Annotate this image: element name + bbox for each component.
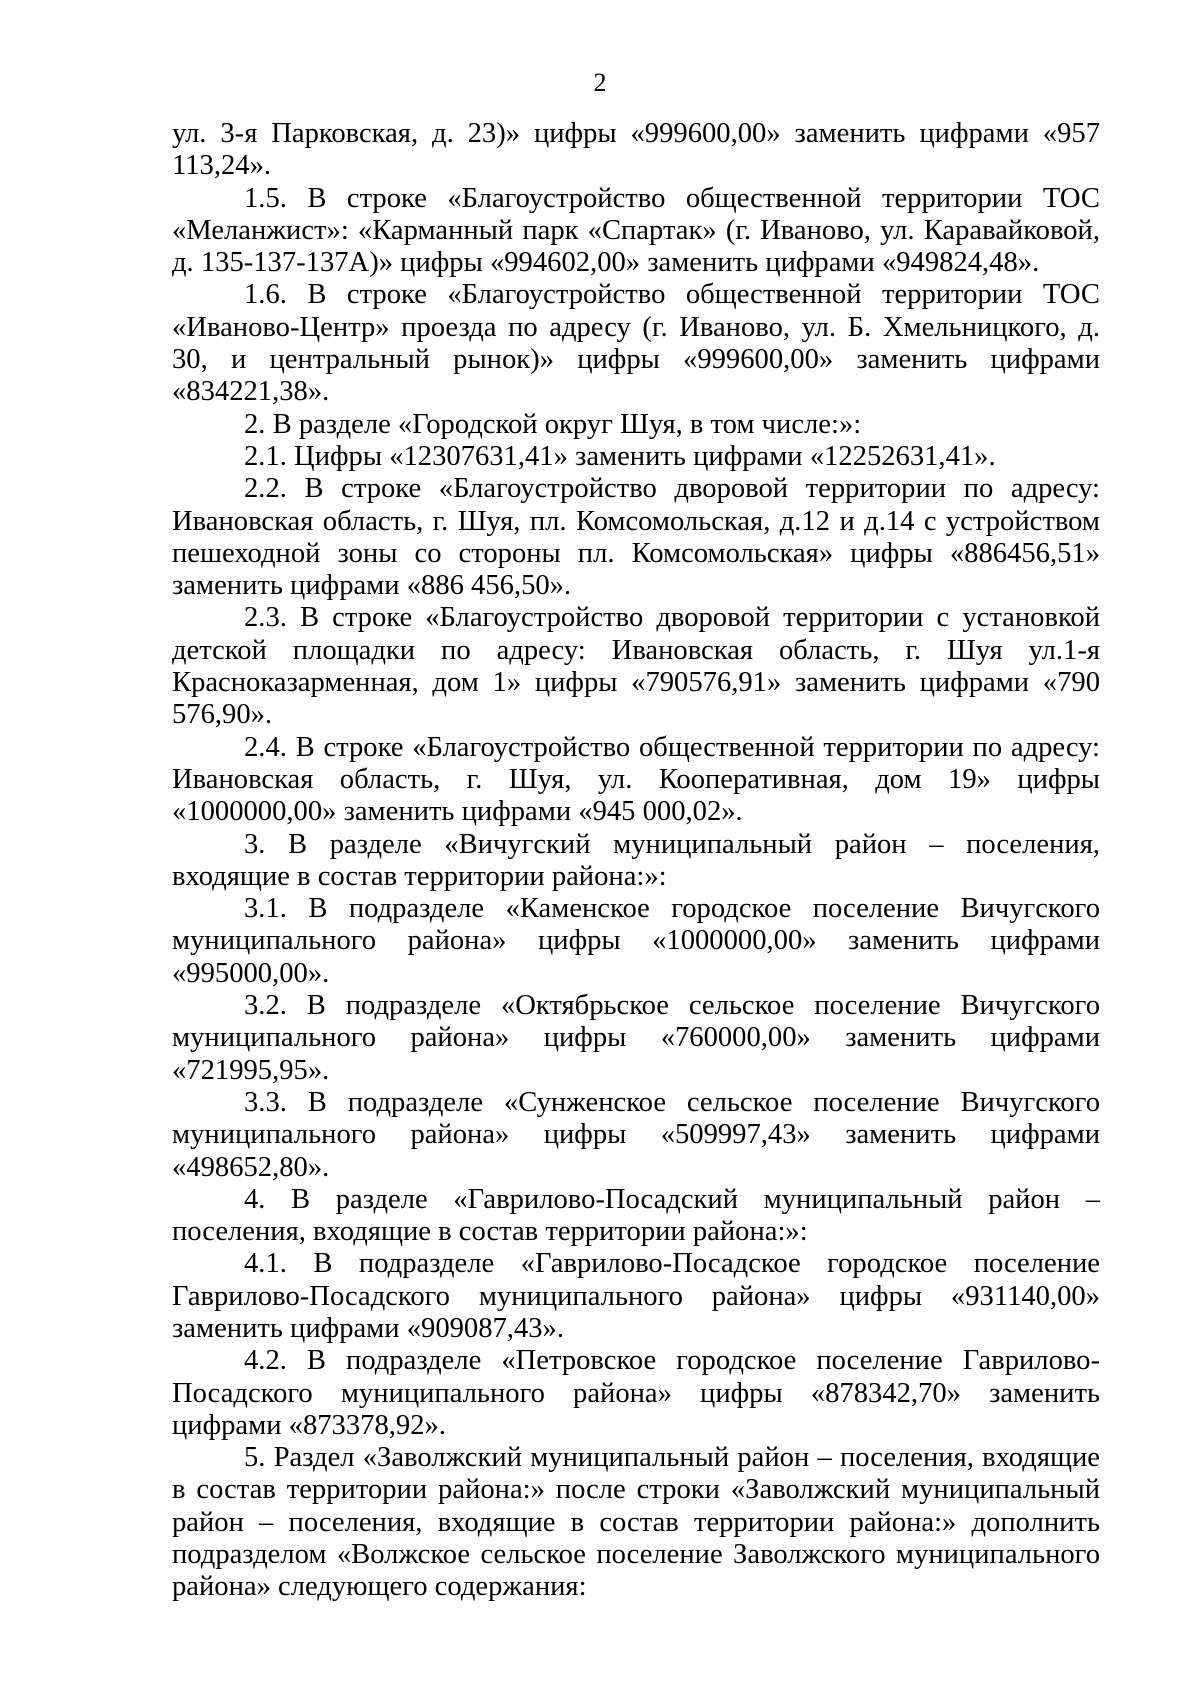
paragraph-3: 3. В разделе «Вичугский муниципальный район – поселения, входящие в состав территории района:»: [172,828,1100,892]
paragraph-3-2: 3.2. В подразделе «Октябрьское сельское поселение Вичугского муниципального района» цифры «760000,00» заменить цифрами «721995,95». [172,990,1100,1086]
page-number: 2 [593,68,607,97]
paragraph-4-2: 4.2. В подразделе «Петровское городское поселение Гаврилово-Посадского муниципального района» цифры «878342,70» заменить цифрами «873378,92». [172,1345,1100,1441]
paragraph-2-4: 2.4. В строке «Благоустройство общественной территории по адресу: Ивановская область, г. Шуя, ул. Кооперативная, дом 19» цифры «1000000,00» заменить цифрами «945 000,02». [172,731,1100,828]
paragraph-3-3: 3.3. В подразделе «Сунженское сельское поселение Вичугского муниципального района» цифры «509997,43» заменить цифрами «498652,80». [172,1086,1100,1183]
paragraph-2: 2. В разделе «Городской округ Шуя, в том числе:»: [244,408,862,440]
paragraph-2-1: 2.1. Цифры «12307631,41» заменить цифрами «12252631,41». [244,440,996,472]
paragraph-4-1: 4.1. В подразделе «Гаврилово-Посадское городское поселение Гаврилово-Посадского муниципального района» цифры «931140,00» заменить цифрами «909087,43». [172,1248,1100,1344]
paragraph-2-2: 2.2. В строке «Благоустройство дворовой территории по адресу: Ивановская область, г. Шуя, пл. Комсомольская, д.12 и д.14 с устройством пешеходной зоны со стороны пл. Комсомольская» цифры «886456,51» заменить цифрами «886 456,50». [172,473,1100,602]
paragraph-4: 4. В разделе «Гаврилово-Посадский муниципальный район – поселения, входящие в состав территории района:»: [172,1183,1100,1248]
paragraph-3-1: 3.1. В подразделе «Каменское городское поселение Вичугского муниципального района» цифры «1000000,00» заменить цифрами «995000,00». [172,893,1100,989]
paragraph-1-6: 1.6. В строке «Благоустройство общественной территории ТОС «Иваново-Центр» проезда по адресу (г. Иваново, ул. Б. Хмельницкого, д. 30, и центральный рынок)» цифры «999600,00» заменить цифрами «834221,38». [172,279,1100,408]
paragraph-5: 5. Раздел «Заволжский муниципальный район – поселения, входящие в состав территории района:» после строки «Заволжский муниципальный район – поселения, входящие в состав территории района:» дополнить подразделом «Волжское сельское поселение Заволжского муниципального района» следующего содержания: [172,1442,1100,1603]
paragraph-2-3: 2.3. В строке «Благоустройство дворовой территории с установкой детской площадки по адресу: Ивановская область, г. Шуя ул.1-я Красноказарменная, дом 1» цифры «790576,91» заменить цифрами «790 576,90». [172,602,1100,731]
paragraph-1-5: 1.5. В строке «Благоустройство общественной территории ТОС «Меланжист»: «Карманный парк «Спартак» (г. Иваново, ул. Каравайковой, д. 135-137-137А)» цифры «994602,00» заменить цифрами «949824,48». [172,182,1100,279]
document-body [172,118,1100,1604]
paragraph-continuation: ул. 3-я Парковская, д. 23)» цифры «999600,00» заменить цифрами «957 113,24». [172,118,1100,182]
